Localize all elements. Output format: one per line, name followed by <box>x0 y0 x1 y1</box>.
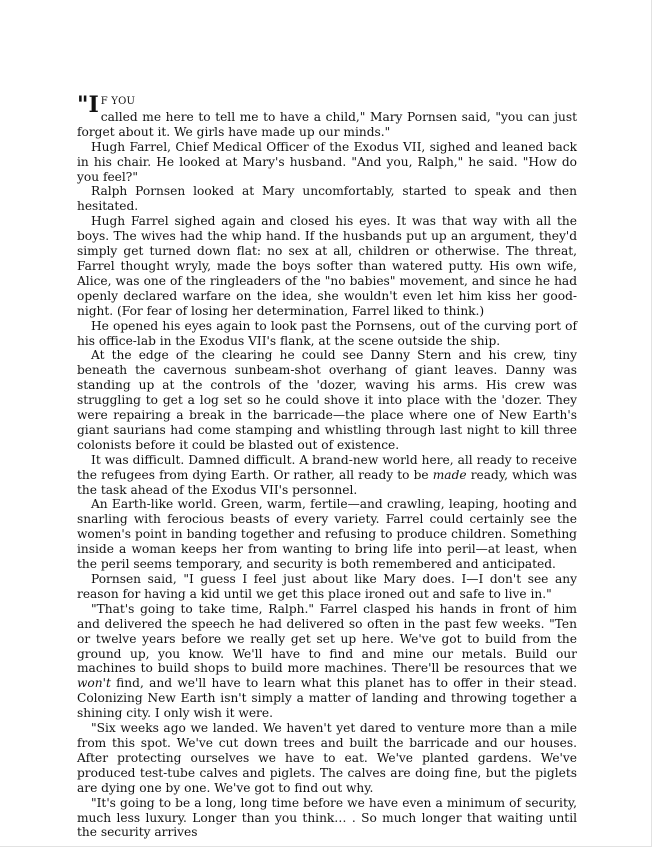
story-paragraph <box>77 453 577 498</box>
body-paragraphs <box>77 140 577 841</box>
story-paragraph <box>77 319 577 349</box>
drop-cap: "I <box>77 92 99 118</box>
paragraph-text: Ralph Pornsen looked at Mary uncomfortably, started to speak and then hesitated. <box>77 184 577 214</box>
paragraph-text: ready, which was the task ahead of the Exodus VII's personnel. <box>77 467 577 497</box>
paragraph-text: Pornsen said, "I guess I feel just about like Mary does. I—I don't see any reason for having a kid until we get this place ironed out and safe to live in." <box>77 572 577 601</box>
story-paragraph <box>77 721 577 796</box>
story-paragraph <box>77 497 577 572</box>
paragraph-text: "That's going to take time, Ralph." Farrel clasped his hands in front of him and delivered the speech he had delivered so often in the past few weeks. "Ten or twelve years before we really get set up here. We've got to build from the ground up, you know. We'll have to find and mine our metals. Build our machines to build shops to build more machines. There'll be resources that we <box>77 601 577 676</box>
emphasis-text: won't <box>77 676 111 691</box>
story-paragraph <box>77 348 577 452</box>
paragraph-text: "Six weeks ago we landed. We haven't yet dared to venture more than a mile from this spot. We've cut down trees and built the barricade and our houses. After protecting ourselves we have to eat. We've planted gardens. We've produced test-tube calves and piglets. The calves are doing fine, but the piglets are dying one by one. We've got to find out why. <box>77 721 577 795</box>
story-paragraph <box>77 214 577 318</box>
story-paragraph <box>77 184 577 214</box>
story-paragraph <box>77 796 577 841</box>
story-paragraph <box>77 140 577 185</box>
paragraph-text: Hugh Farrel sighed again and closed his eyes. It was that way with all the boys. The wives had the whip hand. If the husbands put up an argument, they'd simply get turned down flat: no sex at all, children or otherwise. The threat, Farrel thought wryly, made the boys softer than watered putty. His own wife, Alice, was one of the ringleaders of the "no babies" movement, and since he had openly declared warfare on the idea, she wouldn't even let him kiss her good-night. (For fear of losing her determination, Farrel liked to think.) <box>77 214 577 318</box>
opening-paragraph <box>77 93 577 140</box>
story-text <box>77 93 577 840</box>
paragraph-text: At the edge of the clearing he could see Danny Stern and his crew, tiny beneath the cavernous sunbeam-shot overhang of giant leaves. Danny was standing up at the controls of the 'dozer, waving his arms. His crew was struggling to get a log set so he could shove it into place with the 'dozer. They were repairing a break in the barricade—the place where one of New Earth's giant saurians had come stamping and whistling through last night to kill three colonists before it could be blasted out of existence. <box>77 348 577 452</box>
paragraph-text: find, and we'll have to learn what this planet has to offer in their stead. Colonizing New Earth isn't simply a matter of landing and throwing together a shining city. I only wish it were. <box>77 676 577 721</box>
story-paragraph <box>77 572 577 602</box>
story-paragraph <box>77 602 577 721</box>
emphasis-text: made <box>432 467 467 482</box>
paragraph-text: He opened his eyes again to look past the Pornsens, out of the curving port of his office-lab in the Exodus VII's flank, at the scene outside the ship. <box>77 318 577 348</box>
paragraph-text: An Earth-like world. Green, warm, fertile—and crawling, leaping, hooting and snarling with ferocious beasts of every variety. Farrel could certainly see the women's point in banding together and refusing to produce children. Something inside a woman keeps her from wanting to bring life into peril—at least, when the peril seems temporary, and security is both remembered and anticipated. <box>77 497 577 572</box>
paragraph-text: "It's going to be a long, long time before we have even a minimum of security, much less luxury. Longer than you think… . So much longer that waiting until the security arrives <box>77 795 577 840</box>
paragraph-text: Hugh Farrel, Chief Medical Officer of the Exodus VII, sighed and leaned back in his chair. He looked at Mary's husband. "And you, Ralph," he said. "How do you feel?" <box>77 139 577 184</box>
small-caps-lead: F YOU <box>100 96 136 107</box>
paragraph-text: It was difficult. Damned difficult. A brand-new world here, all ready to receive the refugees from dying Earth. Or rather, all ready to be <box>77 452 577 482</box>
opening-text: called me here to tell me to have a child," Mary Pornsen said, "you can just forget about it. We girls have made up our minds." <box>77 109 577 139</box>
